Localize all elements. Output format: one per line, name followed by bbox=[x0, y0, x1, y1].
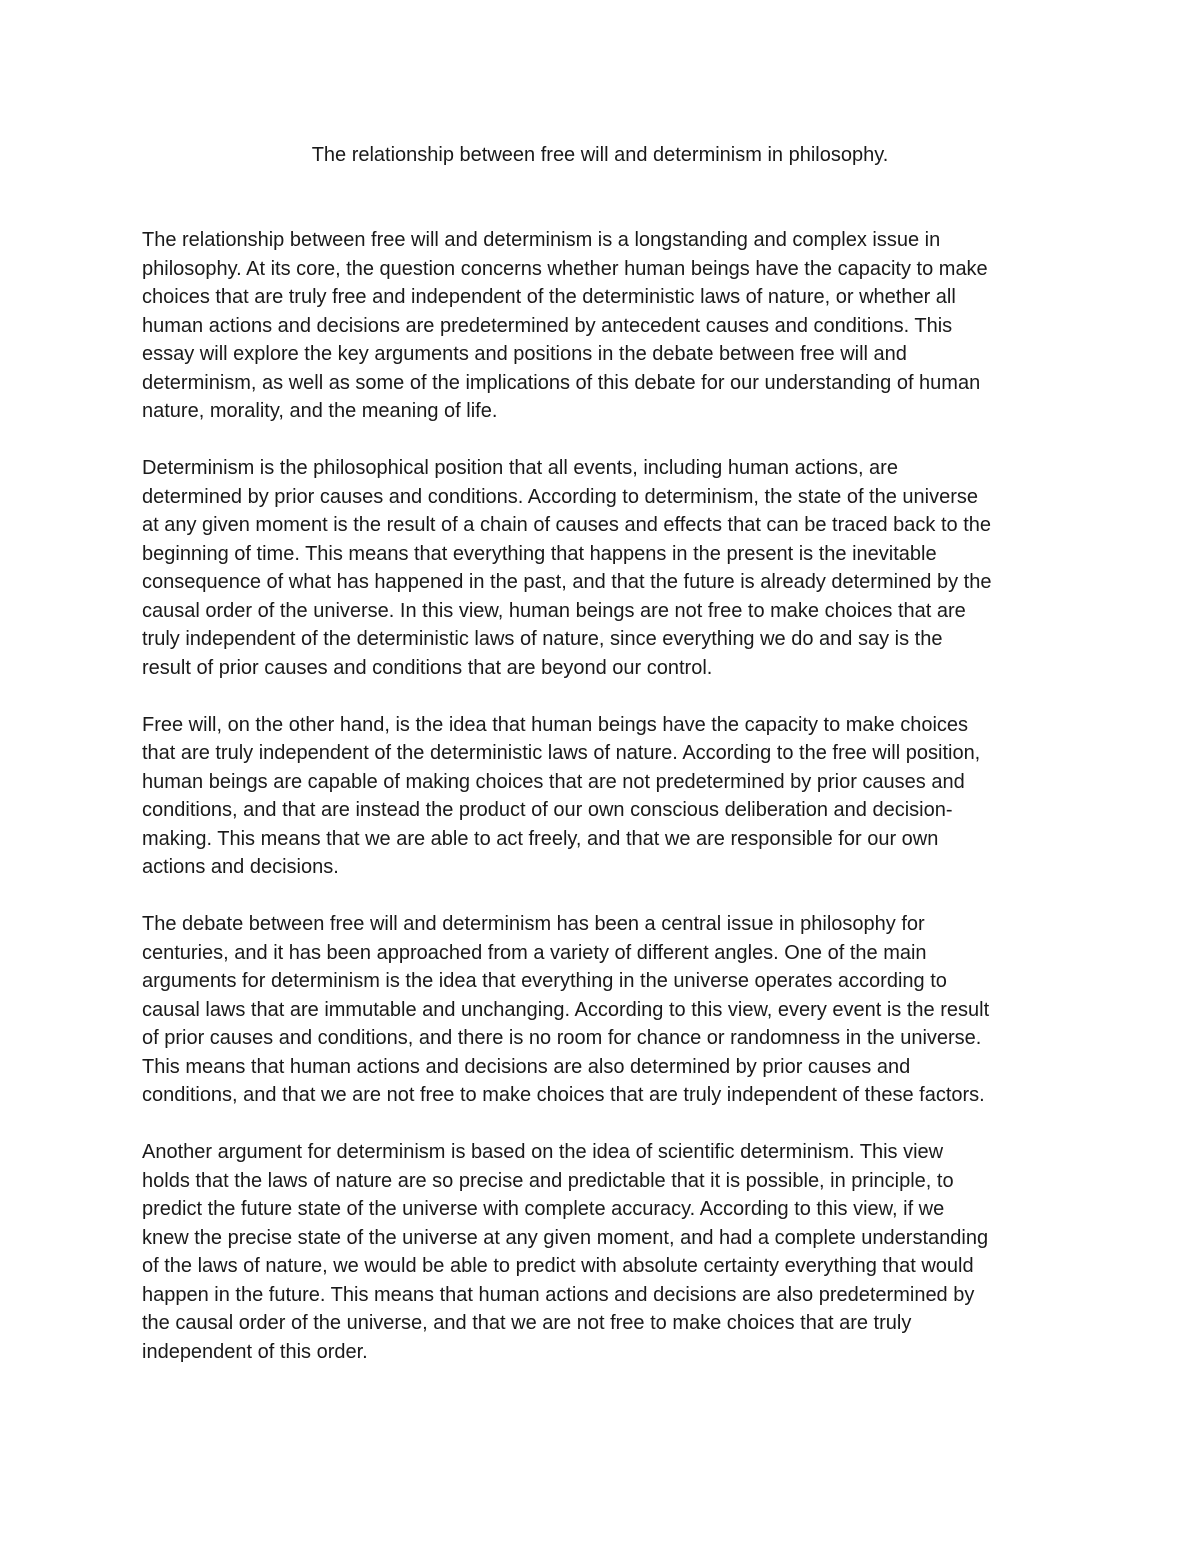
text-line: actions and decisions. bbox=[142, 856, 339, 878]
text-line: conditions, and that we are not free to make choices that are truly independent of these factors. bbox=[142, 1084, 985, 1106]
paragraph-1 bbox=[142, 226, 1072, 426]
text-line: holds that the laws of nature are so precise and predictable that it is possible, in principle, to bbox=[142, 1169, 954, 1192]
text-line: consequence of what has happened in the past, and that the future is already determined by the bbox=[142, 571, 992, 593]
text-line: result of prior causes and conditions that are beyond our control. bbox=[142, 656, 713, 679]
text-line: causal order of the universe. In this view, human beings are not free to make choices that are bbox=[142, 599, 966, 622]
text-line: making. This means that we are able to act freely, and that we are responsible for our own bbox=[142, 827, 939, 850]
text-line: human beings are capable of making choices that are not predetermined by prior causes and bbox=[142, 770, 965, 793]
text-line: arguments for determinism is the idea that everything in the universe operates according to bbox=[142, 970, 947, 992]
paragraph-3 bbox=[142, 711, 1072, 882]
text-line: The debate between free will and determinism has been a central issue in philosophy for bbox=[142, 913, 925, 935]
text-line: choices that are truly free and independent of the deterministic laws of nature, or whether all bbox=[142, 286, 956, 308]
text-line: This means that human actions and decisions are also determined by prior causes and bbox=[142, 1055, 911, 1078]
text-line: philosophy. At its core, the question concerns whether human beings have the capacity to make bbox=[142, 257, 988, 280]
text-line: Another argument for determinism is based on the idea of scientific determinism. This view bbox=[142, 1141, 944, 1163]
text-line: centuries, and it has been approached from a variety of different angles. One of the main bbox=[142, 941, 927, 964]
text-line: human actions and decisions are predetermined by antecedent causes and conditions. This bbox=[142, 314, 953, 337]
text-line: essay will explore the key arguments and positions in the debate between free will and bbox=[142, 343, 907, 365]
text-line: at any given moment is the result of a chain of causes and effects that can be traced back to the bbox=[142, 514, 992, 536]
text-line: happen in the future. This means that human actions and decisions are also predetermined by bbox=[142, 1283, 975, 1306]
text-line: beginning of time. This means that everything that happens in the present is the inevitable bbox=[142, 542, 937, 565]
text-line: causal laws that are immutable and unchanging. According to this view, every event is the result bbox=[142, 998, 990, 1021]
text-line: nature, morality, and the meaning of life. bbox=[142, 400, 498, 422]
paragraph-4 bbox=[142, 910, 1072, 1110]
text-line: determined by prior causes and conditions. According to determinism, the state of the universe bbox=[142, 485, 979, 508]
text-line: predict the future state of the universe with complete accuracy. According to this view, if we bbox=[142, 1198, 945, 1220]
text-line: knew the precise state of the universe at any given moment, and had a complete understanding bbox=[142, 1226, 989, 1249]
document-title: The relationship between free will and determinism in philosophy. bbox=[311, 144, 889, 166]
text-line: determinism, as well as some of the implications of this debate for our understanding of human bbox=[142, 371, 981, 394]
paragraph-2 bbox=[142, 454, 1072, 682]
text-line: Determinism is the philosophical position that all events, including human actions, are bbox=[142, 457, 898, 479]
text-line: truly independent of the deterministic laws of nature, since everything we do and say is the bbox=[142, 628, 943, 650]
text-line: independent of this order. bbox=[142, 1340, 368, 1363]
text-line: Free will, on the other hand, is the idea that human beings have the capacity to make choices bbox=[142, 713, 969, 736]
text-line: The relationship between free will and determinism is a longstanding and complex issue in bbox=[142, 229, 941, 251]
text-line: conditions, and that are instead the product of our own conscious deliberation and decision- bbox=[142, 799, 953, 821]
document-body bbox=[142, 226, 1072, 1395]
paragraph-5 bbox=[142, 1138, 1072, 1366]
text-line: the causal order of the universe, and that we are not free to make choices that are truly bbox=[142, 1312, 912, 1334]
text-line: of the laws of nature, we would be able to predict with absolute certainty everything that would bbox=[142, 1255, 974, 1277]
text-line: that are truly independent of the deterministic laws of nature. According to the free will position, bbox=[142, 742, 981, 764]
text-line: of prior causes and conditions, and there is no room for chance or randomness in the universe. bbox=[142, 1027, 982, 1049]
